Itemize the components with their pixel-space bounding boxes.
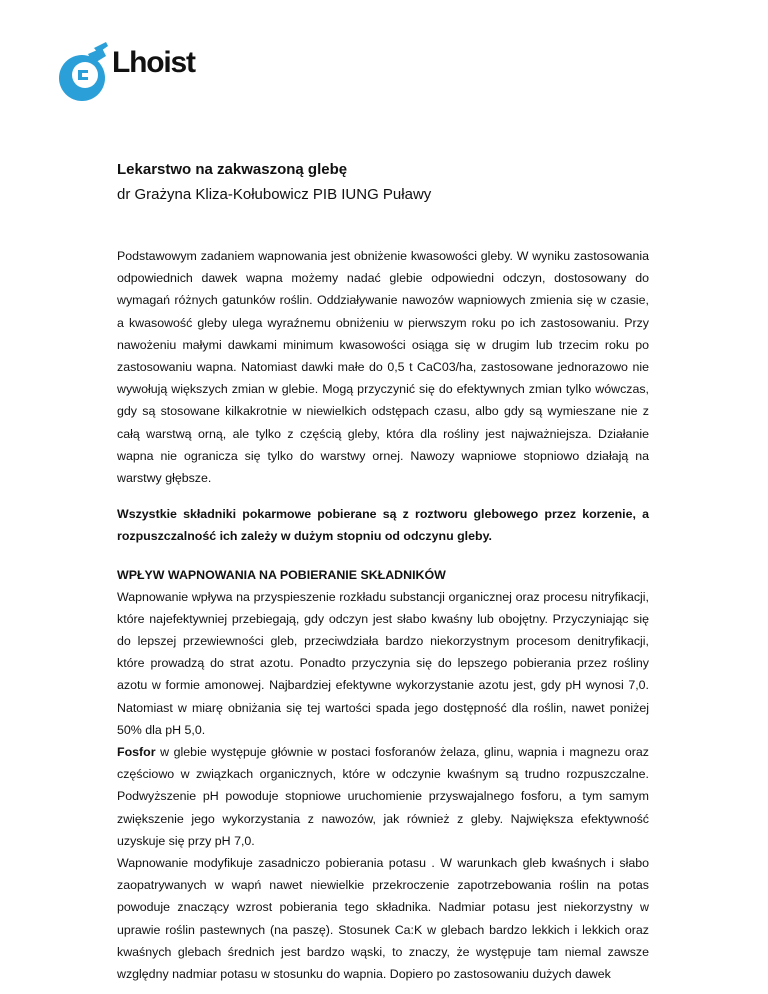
- logo-wordmark: Lhoist: [112, 46, 195, 79]
- phosphorus-term: Fosfor: [117, 745, 156, 760]
- nitrogen-paragraph: Wapnowanie wpływa na przyspieszenie rozkładu substancji organicznej oraz procesu nitryfikacji, które najefektywniej przebiegają, gdy odczyn jest słabo kwaśny lub obojętny. Przyczyniając się do lepszej przewiewności gleb, przeciwdziała bardzo niekorzystnym procesom denitryfikacji, które prowadzą do strat azotu. Ponadto przyczynia się do lepszego pobierania przez rośliny azotu w formie amonowej. Najbardziej efektywne wykorzystanie azotu jest, gdy pH wynosi 7,0. Natomiast w miarę obniżania się tej wartości spada jego dostępność dla roślin, nawet poniżej 50% dla pH 5,0.: [117, 589, 649, 737]
- lhoist-logo-icon: [58, 42, 116, 106]
- phosphorus-paragraph: [117, 741, 649, 852]
- phosphorus-text: w glebie występuje głównie w postaci fosforanów żelaza, glinu, wapnia i magnezu oraz częściowo w związkach organicznych, które w odczynie kwaśnym są trudno rozpuszczalne. Podwyższenie pH powoduje stopniowe uruchomienie przyswajalnego fosforu, a tym samym zwiększenie jego wykorzystania z nawozów, jak również z gleby. Największa efektywność uzyskuje się przy pH 7,0.: [117, 745, 649, 848]
- potassium-paragraph: Wapnowanie modyfikuje zasadniczo pobierania potasu . W warunkach gleb kwaśnych i słabo zaopatrywanych w wapń nawet niewielkie przekroczenie zapotrzebowania roślin na potas powoduje znaczący wzrost pobierania tego składnika. Nadmiar potasu jest niekorzystny w uprawie roślin pastewnych (na paszę). Stosunek Ca:K w glebach bardzo lekkich i lekkich oraz kwaśnych glebach średnich jest bardzo wąski, to znaczy, że występuje tam niemal zawsze względny nadmiar potasu w stosunku do wapnia. Dopiero po zastosowaniu dużych dawek: [117, 856, 649, 982]
- article: [117, 160, 649, 985]
- lhoist-logo: [58, 42, 218, 106]
- article-author: dr Grażyna Kliza-Kołubowicz PIB IUNG Puławy: [117, 186, 432, 203]
- highlight-paragraph: Wszystkie składniki pokarmowe pobierane są z roztworu glebowego przez korzenie, a rozpuszczalność ich zależy w dużym stopniu od odczynu gleby.: [117, 507, 649, 544]
- section-heading: WPŁYW WAPNOWANIA NA POBIERANIE SKŁADNIKÓW: [117, 567, 446, 582]
- intro-paragraph: Podstawowym zadaniem wapnowania jest obniżenie kwasowości gleby. W wyniku zastosowania odpowiednich dawek wapna możemy nadać glebie odpowiedni odczyn, dostosowany do wymagań różnych gatunków roślin. Oddziaływanie nawozów wapniowych zmienia się w czasie, a kwasowość gleby ulega wyraźnemu obniżeniu w pierwszym roku po ich zastosowaniu. Przy nawożeniu małymi dawkami minimum kwasowości osiąga się w drugim lub trzecim roku po zastosowaniu wapna. Natomiast dawki małe do 0,5 t CaC03/ha, zastosowane jednorazowo nie wywołują większych zmian w glebie. Mogą przyczynić się do efektywnych zmian tylko wówczas, gdy są stosowane kilkakrotnie w niewielkich odstępach czasu, albo gdy są wymieszane nie z całą warstwą orną, ale tylko z częścią gleby, która dla rośliny jest najważniejsza. Działanie wapna nie ogranicza się tylko do warstwy ornej. Nawozy wapniowe stopniowo działają na warstwy głębsze.: [117, 249, 649, 486]
- article-title: Lekarstwo na zakwaszoną glebę: [117, 161, 348, 178]
